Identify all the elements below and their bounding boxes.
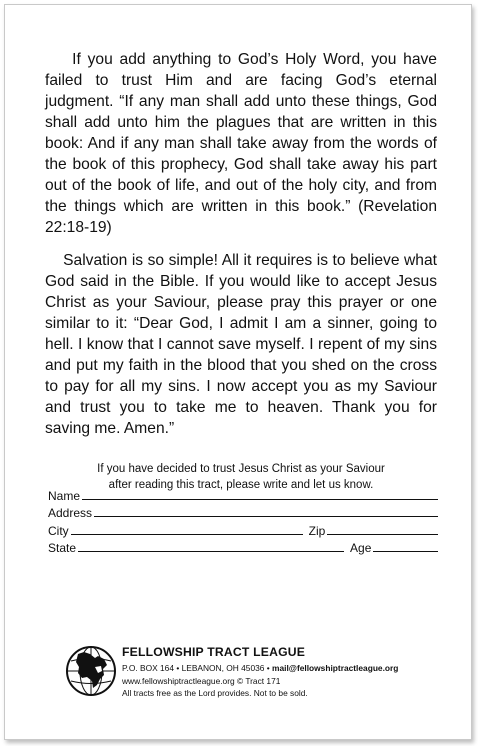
address-line	[122, 662, 472, 675]
name-field[interactable]	[82, 499, 438, 500]
state-field[interactable]	[78, 551, 344, 552]
name-label: Name	[48, 489, 81, 504]
globe-with-map-icon	[65, 645, 117, 697]
tract-page	[4, 4, 472, 740]
address-row	[48, 503, 438, 520]
response-form	[48, 486, 438, 555]
zip-field[interactable]	[327, 534, 438, 535]
invite-line-2: after reading this tract, please write and let us know.	[108, 478, 374, 491]
email-address: mail@fellowshiptractleague.org	[272, 663, 399, 673]
paragraph-warning-text: If you add anything to God’s Holy Word, you have failed to trust Him and are facing God’s eternal judgment. “If any man shall add unto these things, God shall add unto him the plagues that are written in this book: And if any man shall take away from the words of the book of this prophecy, God shall take away his part out of the book of life, and out of the holy city, and from the things which are written in this book.” (Revelation 22:18-19)	[45, 51, 437, 236]
city-field[interactable]	[71, 534, 303, 535]
name-row	[48, 486, 438, 503]
address-label: Address	[48, 506, 93, 521]
city-label: City	[48, 523, 69, 538]
age-label: Age	[350, 540, 372, 555]
org-name: FELLOWSHIP TRACT LEAGUE	[122, 645, 306, 659]
city-zip-row	[48, 520, 438, 537]
postal-address: P.O. BOX 164 • LEBANON, OH 45036 •	[122, 663, 273, 673]
age-field[interactable]	[373, 551, 438, 552]
address-field[interactable]	[94, 516, 438, 517]
paragraph-warning	[45, 49, 437, 238]
notice-line: All tracts free as the Lord provides. Not to be sold.	[122, 688, 308, 698]
publisher-info	[122, 645, 472, 700]
zip-label: Zip	[308, 523, 326, 538]
state-label: State	[48, 540, 77, 555]
state-age-row	[48, 538, 438, 555]
website-line: www.fellowshiptractleague.org © Tract 171	[122, 675, 281, 686]
paragraph-salvation	[45, 250, 437, 439]
invite-line-1: If you have decided to trust Jesus Christ as your Saviour	[97, 463, 385, 475]
paragraph-salvation-text: Salvation is so simple! All it requires is to believe what God said in the Bible. If you would like to accept Jesus Christ as your Saviour, please pray this prayer or one similar to it: “Dear God, I admit I am a sinner, going to hell. I know that I cannot save myself. I repent of my sins and put my faith in the blood that you shed on the cross to pay for all my sins. I now accept you as my Saviour and trust you to take me to heaven. Thank you for saving me. Amen.”	[45, 252, 437, 437]
